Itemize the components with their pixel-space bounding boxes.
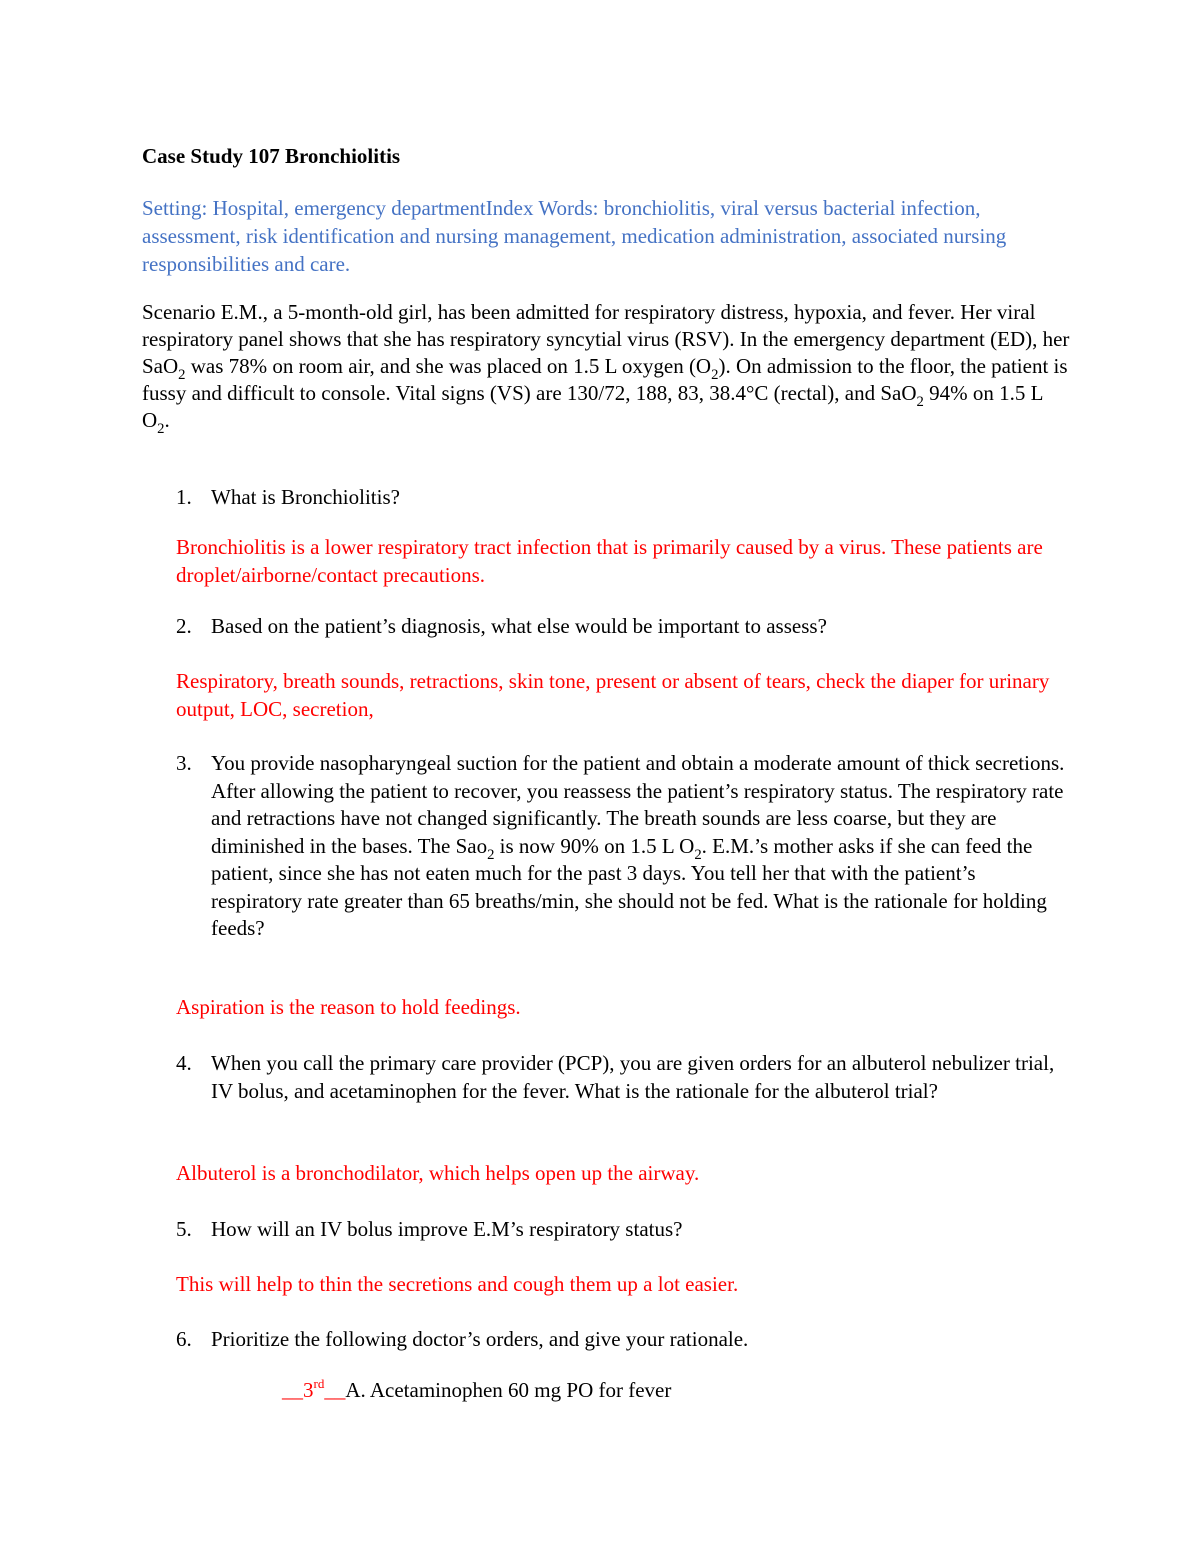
question-number: 3.	[176, 751, 192, 775]
question-number: 2.	[176, 614, 192, 638]
order-text: A. Acetaminophen 60 mg PO for fever	[345, 1378, 672, 1402]
question-text-part: is now 90% on 1.5 L O	[494, 833, 695, 858]
order-item-a	[282, 1378, 671, 1403]
question-6	[176, 1326, 1066, 1354]
question-text: Based on the patient’s diagnosis, what else would be important to assess?	[211, 614, 827, 638]
answer-3: Aspiration is the reason to hold feedings.	[176, 995, 521, 1019]
document-title: Case Study 107 Bronchiolitis	[142, 144, 401, 168]
question-text: What is Bronchiolitis?	[211, 485, 400, 509]
question-number: 1.	[176, 485, 192, 509]
question-text: When you call the primary care provider (PCP), you are given orders for an albuterol nebulizer trial, IV bolus, and acetaminophen for the fever. What is the rationale for the albuterol trial?	[211, 1051, 1055, 1103]
subscript: 2	[178, 367, 186, 383]
subscript: 2	[157, 421, 165, 437]
subscript: 2	[694, 846, 702, 863]
question-text: Prioritize the following doctor’s orders, and give your rationale.	[211, 1327, 749, 1351]
subscript: 2	[711, 367, 719, 383]
question-number: 6.	[176, 1327, 192, 1351]
priority-rank: 3	[303, 1378, 314, 1402]
scenario-text: .	[164, 408, 170, 432]
answer-4: Albuterol is a bronchodilator, which helps open up the airway.	[176, 1161, 700, 1185]
scenario-text: ). On admission to the floor, the patient is fussy and difficult to console. Vital signs (VS) are 130/72, 188, 83, 38.4°C (rectal), and SaO	[142, 354, 1068, 405]
answer-1: Bronchiolitis is a lower respiratory tract infection that is primarily caused by a virus. These patients are droplet/airborne/contact precautions.	[176, 535, 1043, 587]
scenario-text: Scenario E.M., a 5-month-old girl, has been admitted for respiratory distress, hypoxia, and fever. Her viral respiratory panel shows that she has respiratory syncytial virus (RSV). In the emergency department (ED), her SaO	[142, 300, 1070, 378]
question-text-part: . E.M.’s mother asks if she can feed the patient, since she has not eaten much for the past 3 days. You tell her that with the patient’s respiratory rate greater than 65 breaths/min, she should not be fed. What is the rationale for holding feeds?	[211, 833, 1047, 940]
question-5	[176, 1216, 1066, 1244]
setting-paragraph: Setting: Hospital, emergency departmentIndex Words: bronchiolitis, viral versus bacterial infection, assessment, risk identification and nursing management, medication administration, associated nursing responsibilities and care.	[142, 196, 1007, 276]
blank-prefix: __	[282, 1378, 303, 1402]
question-text: How will an IV bolus improve E.M’s respiratory status?	[211, 1217, 683, 1241]
rank-suffix: rd	[313, 1376, 325, 1391]
scenario-text: 94% on 1.5 L O	[142, 381, 1043, 432]
question-2	[176, 613, 1066, 641]
answer-2: Respiratory, breath sounds, retractions, skin tone, present or absent of tears, check the diaper for urinary output, LOC, secretion,	[176, 669, 1050, 721]
question-1	[176, 484, 1066, 512]
subscript: 2	[487, 846, 495, 863]
question-number: 5.	[176, 1217, 192, 1241]
question-number: 4.	[176, 1051, 192, 1075]
question-text	[211, 750, 1066, 943]
question-4	[176, 1050, 1066, 1105]
answer-5: This will help to thin the secretions and cough them up a lot easier.	[176, 1272, 739, 1296]
scenario-paragraph	[142, 299, 1072, 437]
scenario-text: was 78% on room air, and she was placed on 1.5 L oxygen (O	[185, 354, 712, 378]
priority-blank	[282, 1378, 345, 1402]
subscript: 2	[916, 394, 924, 410]
blank-suffix: __	[324, 1378, 346, 1402]
question-text-part: You provide nasopharyngeal suction for the patient and obtain a moderate amount of thick secretions. After allowing the patient to recover, you reassess the patient’s respiratory status. The respiratory rate and retractions have not changed significantly. The breath sounds are less coarse, but they are diminished in the bases. The Sao	[211, 751, 1065, 858]
question-3	[176, 750, 1066, 943]
